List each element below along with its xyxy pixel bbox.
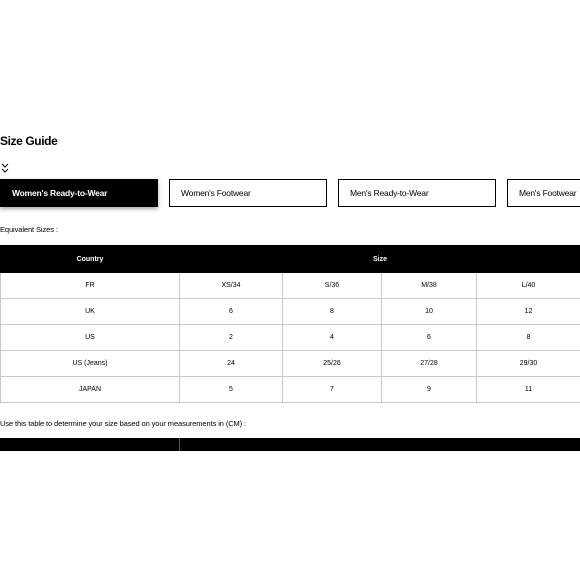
country-header: Country <box>1 246 180 273</box>
equivalent-sizes-table <box>0 245 580 403</box>
size-cell: 12 <box>477 299 580 325</box>
size-cell: 29/30 <box>477 351 580 377</box>
size-cell: 4 <box>283 325 382 351</box>
table-row <box>1 377 580 403</box>
equivalent-sizes-label: Equivalent Sizes : <box>0 225 58 234</box>
country-cell: FR <box>1 273 180 299</box>
tab-womens-ready-to-wear[interactable]: Women's Ready-to-Wear <box>0 179 158 207</box>
size-cell: 6 <box>382 325 477 351</box>
size-cell: 8 <box>477 325 580 351</box>
size-cell: 6 <box>180 299 283 325</box>
size-cell: 25/26 <box>283 351 382 377</box>
page-title: Size Guide <box>0 134 58 148</box>
tab-mens-ready-to-wear[interactable]: Men's Ready-to-Wear <box>338 179 496 207</box>
size-cell: 10 <box>382 299 477 325</box>
size-cell: M/38 <box>382 273 477 299</box>
country-cell: JAPAN <box>1 377 180 403</box>
size-cell: XS/34 <box>180 273 283 299</box>
country-cell: US <box>1 325 180 351</box>
measurements-label: Use this table to determine your size based on your measurements in (CM) : <box>0 419 247 428</box>
size-cell: 27/28 <box>382 351 477 377</box>
table-row <box>1 351 580 377</box>
tab-mens-footwear[interactable]: Men's Footwear <box>507 179 580 207</box>
collapse-chevron-icon[interactable] <box>1 163 9 175</box>
size-cell: 8 <box>283 299 382 325</box>
measurements-table-header <box>0 438 580 451</box>
country-cell: UK <box>1 299 180 325</box>
category-tabs <box>0 179 580 209</box>
size-cell: 9 <box>382 377 477 403</box>
size-cell: 2 <box>180 325 283 351</box>
size-cell: S/36 <box>283 273 382 299</box>
size-cell: L/40 <box>477 273 580 299</box>
table-row <box>1 273 580 299</box>
table-row <box>1 299 580 325</box>
tab-womens-footwear[interactable]: Women's Footwear <box>169 179 327 207</box>
column-divider <box>179 438 180 451</box>
size-cell: 11 <box>477 377 580 403</box>
table-row <box>1 325 580 351</box>
size-cell: 24 <box>180 351 283 377</box>
size-cell: 5 <box>180 377 283 403</box>
size-header: Size <box>180 246 580 273</box>
country-cell: US (Jeans) <box>1 351 180 377</box>
size-cell: 7 <box>283 377 382 403</box>
table-header-row <box>1 246 580 273</box>
